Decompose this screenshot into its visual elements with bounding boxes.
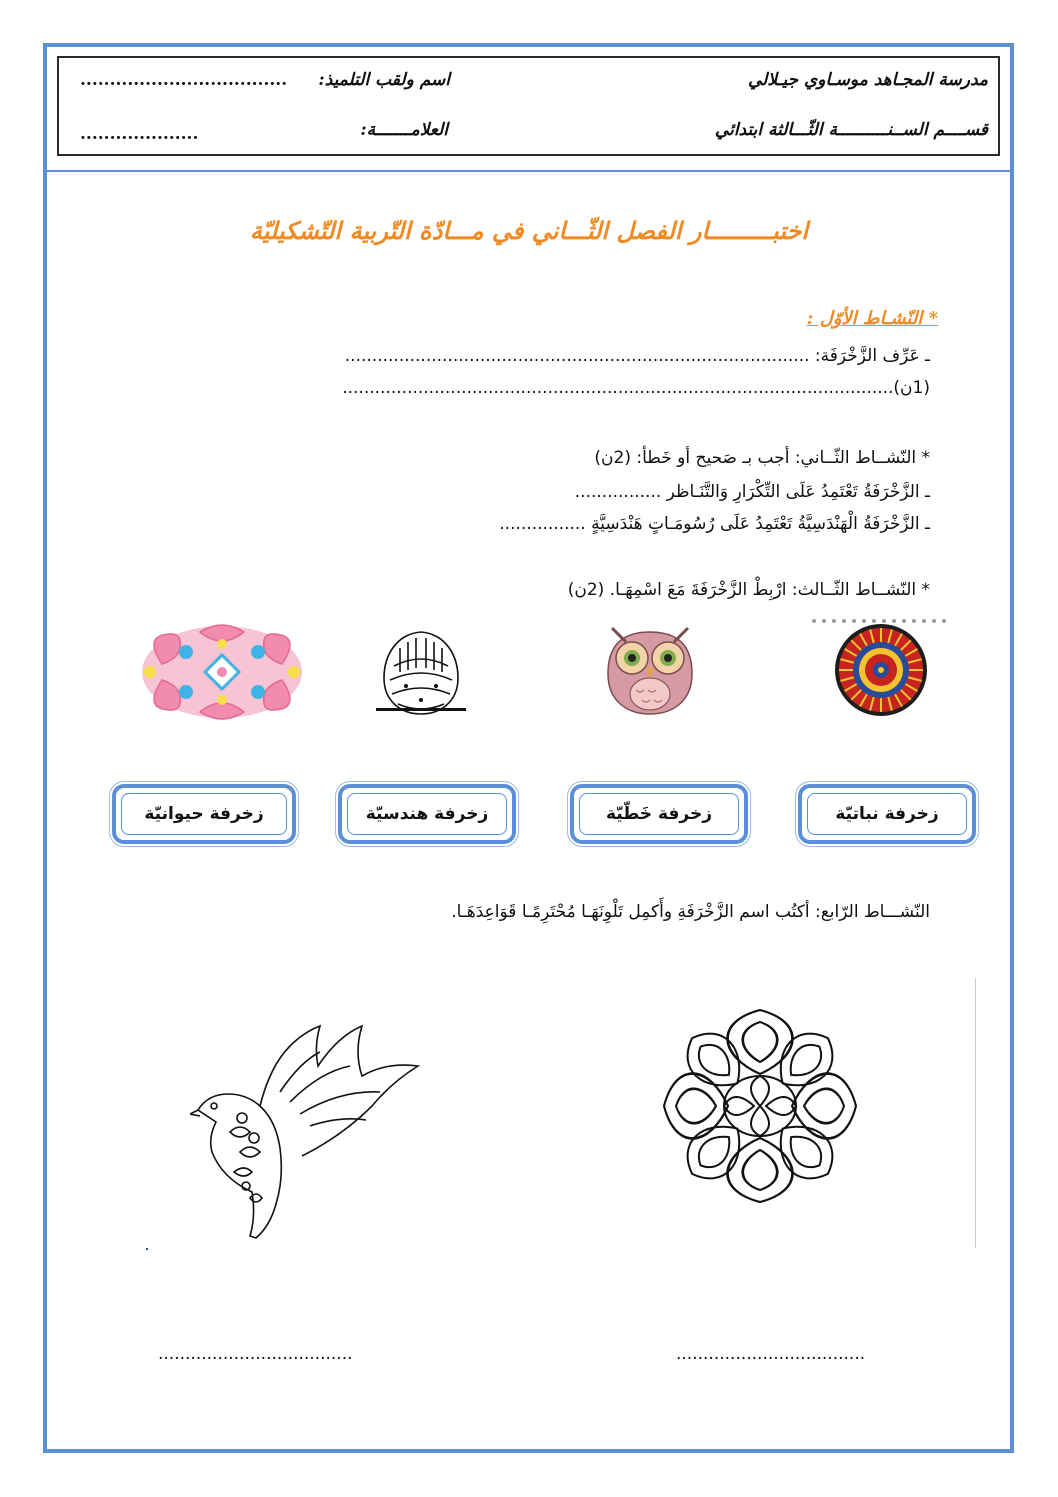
stray-dot (146, 1248, 148, 1250)
activity1-answer-line[interactable]: (1ن)...................................................................................................... (342, 378, 930, 398)
activity1-heading: * النّشـاط الأوّل : (806, 308, 938, 329)
activity2-heading: * النّشــاط الثّــاني: أجب بـ صَحيح أو خَطأ: (2ن) (594, 448, 930, 468)
label-calligraphy[interactable] (570, 784, 748, 844)
school-name: مدرسة المجـاهد موسـاوي جيـلالي (747, 70, 988, 90)
grade-label: العلامـــــــة: (360, 120, 448, 140)
activity2-item1[interactable]: ـ الزَّخْرَفَةُ تَعْتَمِدُ عَلَى التِّكْرَارِ وَالتَّنَـاظر ................ (574, 482, 930, 502)
calligraphy-pattern-image (376, 626, 466, 718)
label-calligraphy-text: زخرفة خَطّيّة (579, 793, 739, 835)
activity4-heading: النّشـــاط الرّابع: أكتُب اسم الزَّخْرَفَةِ وأَكمِل تَلْوِنَهَـا مُحْتَرِمًـا قَوَاعِدَهَـا. (451, 902, 930, 922)
answer-field-bird[interactable]: .................................... (158, 1344, 353, 1364)
label-floral[interactable] (798, 784, 976, 844)
page-title: اختبـــــــــار الفصل الثّـــاني في مـــادّة التّربية التّشكيليّة (249, 216, 809, 245)
student-name-field[interactable]: ................................... (80, 70, 288, 90)
label-animal[interactable] (112, 784, 296, 844)
activity1-define-line[interactable]: ـ عَرِّف الزَّخْرَفَة: ...................................................................................... (344, 346, 930, 366)
activity2-item2[interactable]: ـ الزَّخْرَفَةُ الْهَنْدَسِيَّةُ تَعْتَمِدُ عَلَى رُسُومَـاتٍ هَنْدَسِيَّةٍ ................ (499, 514, 930, 534)
answer-field-flower[interactable]: ................................... (676, 1344, 866, 1364)
bird-coloring-image (190, 1022, 422, 1244)
divider-line (975, 978, 976, 1248)
label-geometric-text: زخرفة هندسيّة (347, 793, 507, 835)
activity3-heading: * النّشــاط الثّــالث: ارْبِطْ الزَّخْرَفَةَ مَعَ اسْمِهَـا. (2ن) (567, 580, 930, 600)
student-name-label: اسم ولقب التلميذ: (318, 70, 450, 90)
label-floral-text: زخرفة نباتيّة (807, 793, 967, 835)
grade-field[interactable]: .................... (80, 124, 199, 144)
floral-pattern-image (138, 622, 306, 722)
owl-pattern-image (594, 622, 706, 716)
class-label: قســــم الســنــــــــــة الثّـــالثة ابتدائي (714, 120, 988, 140)
flower-coloring-image (592, 994, 928, 1218)
geometric-pattern-image (808, 618, 954, 718)
page-border (43, 43, 1014, 1453)
label-geometric[interactable] (338, 784, 516, 844)
header-separator (47, 170, 1010, 172)
label-animal-text: زخرفة حيوانيّة (121, 793, 287, 835)
